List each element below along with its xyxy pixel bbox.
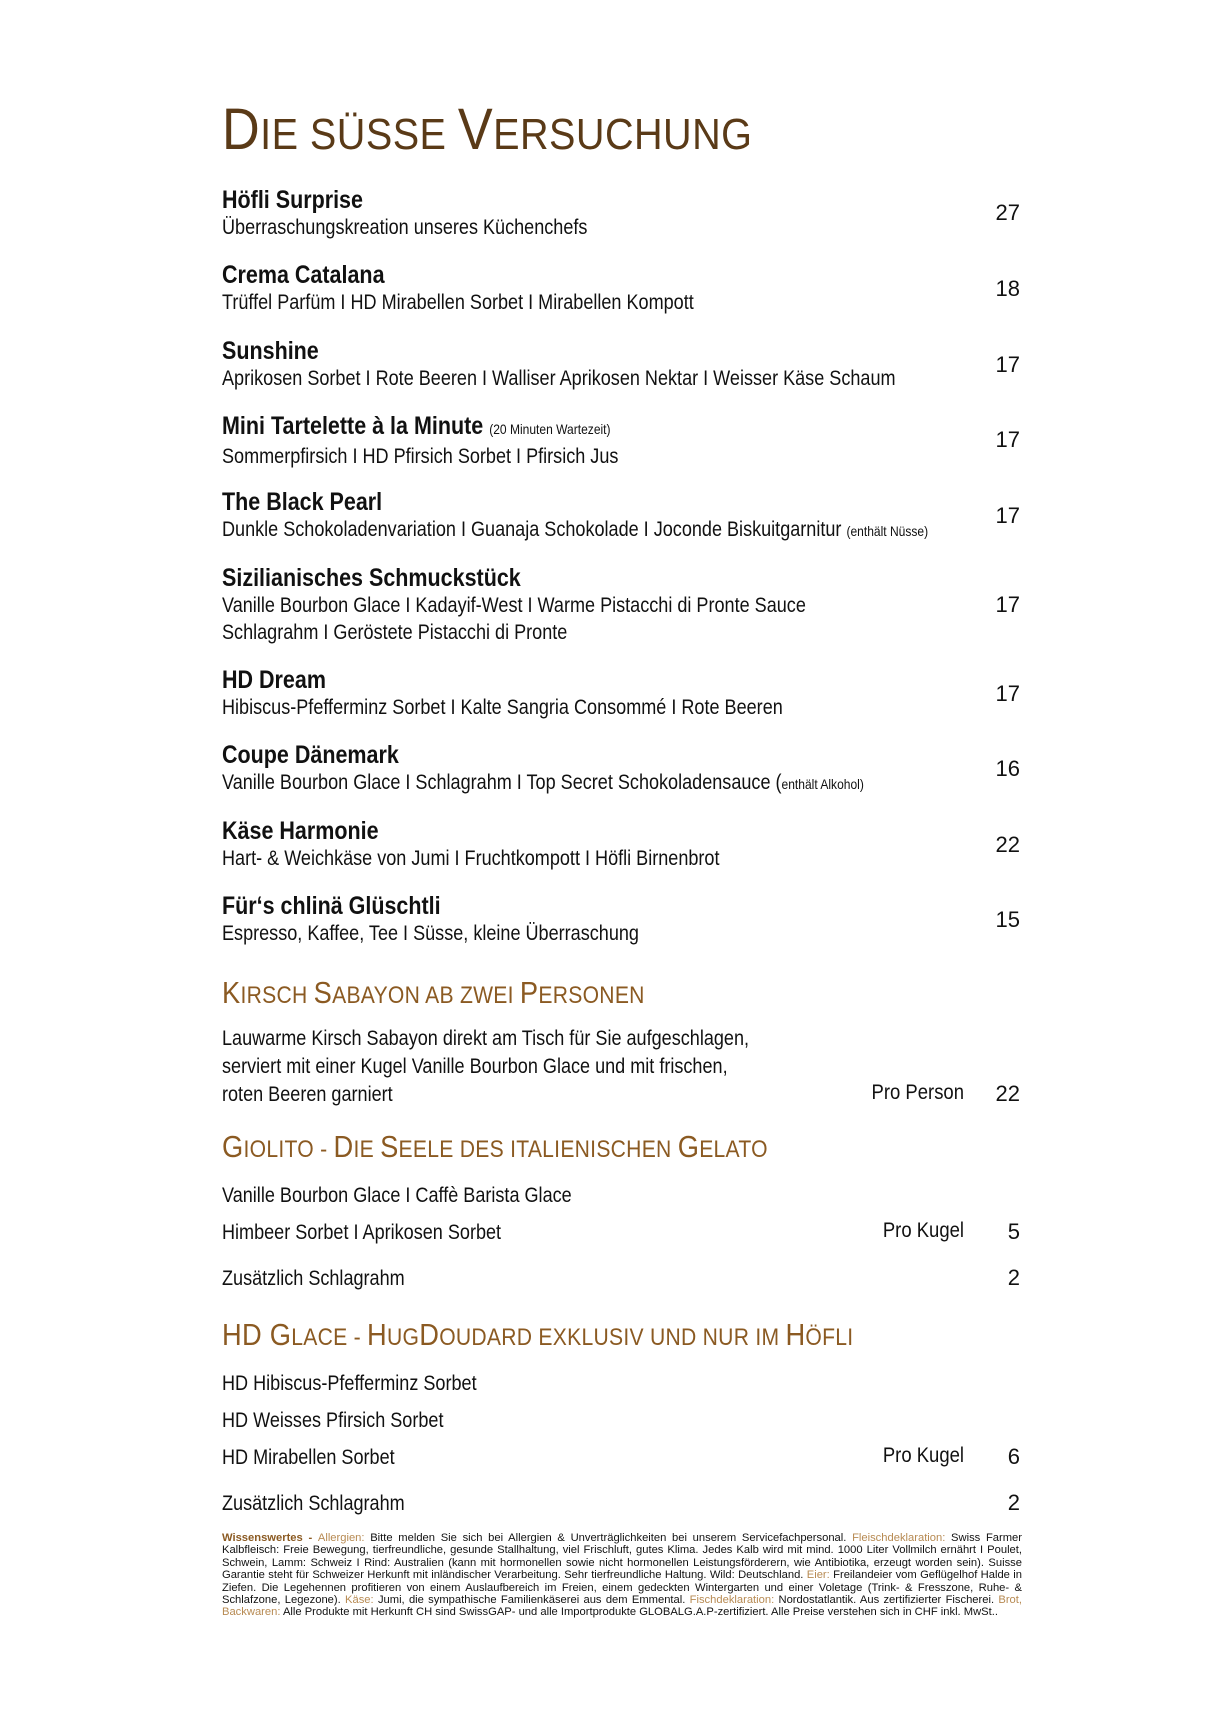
footer-key: Allergien: — [317, 1532, 371, 1544]
heading-initial: G — [677, 1129, 700, 1164]
item-name: The Black Pearl — [222, 488, 383, 516]
item-name: Coupe Dänemark — [222, 741, 399, 769]
footer-text: Bitte melden Sie sich bei Allergien & Unverträglichkeiten bei unserem Servicefachpersonal. — [370, 1532, 853, 1544]
heading-initial: H — [367, 1317, 388, 1352]
item-price: 16 — [995, 756, 1020, 781]
footer-text: Nordostatlantik. Aus zertifizierter Fischerei. — [778, 1594, 999, 1607]
giolito-flavors-line: Vanille Bourbon Glace I Caffè Barista Glace — [222, 1184, 572, 1207]
heading-text: ABAYON AB ZWEI — [332, 982, 520, 1009]
menu-item — [222, 412, 1022, 470]
item-description — [222, 516, 929, 545]
item-name: Sizilianisches Schmuckstück — [222, 564, 521, 592]
item-price: 17 — [995, 681, 1020, 706]
footer-key: Fleischdeklaration: — [852, 1532, 952, 1544]
item-name: Crema Catalana — [222, 261, 385, 289]
title-initial: D — [222, 97, 261, 162]
menu-item — [222, 741, 1022, 798]
hd-flavor-line: HD Mirabellen Sorbet — [222, 1446, 395, 1469]
heading-initial: G — [222, 1129, 244, 1164]
heading-text: LACE - — [291, 1324, 368, 1351]
item-description: Espresso, Kaffee, Tee I Süsse, kleine Überraschung — [222, 922, 639, 945]
item-description: Sommerpfirsich I HD Pfirsich Sorbet I Pfirsich Jus — [222, 445, 619, 468]
menu-item — [222, 564, 1022, 646]
kirsch-price: 22 — [995, 1081, 1020, 1106]
title-text: IE SÜSSE — [260, 110, 458, 159]
item-description-line-2: Schlagrahm I Geröstete Pistacchi di Pronte — [222, 621, 568, 644]
item-description-text: Vanille Bourbon Glace I Schlagrahm I Top Secret Schokoladensauce ( — [222, 771, 782, 794]
footer-text: Alle Produkte mit Herkunft CH sind SwissGAP- und alle Importprodukte GLOBALG.A.P-zertifiziert. Alle Preise verstehen sich in CHF inkl. MwSt.. — [282, 1606, 998, 1619]
heading-text: OUDARD EXKLUSIV UND NUR IM — [439, 1324, 786, 1351]
item-price: 18 — [995, 276, 1020, 301]
item-description: Vanille Bourbon Glace I Kadayif-West I Warme Pistacchi di Pronte Sauce — [222, 594, 806, 617]
hd-extra: Zusätzlich Schlagrahm — [222, 1492, 405, 1515]
giolito-extra: Zusätzlich Schlagrahm — [222, 1267, 405, 1290]
heading-initial: H — [785, 1317, 806, 1352]
kirsch-description-line: Lauwarme Kirsch Sabayon direkt am Tisch für Sie aufgeschlagen, — [222, 1027, 750, 1050]
heading-text: EELE DES ITALIENISCHEN — [398, 1136, 678, 1163]
giolito-extra-price: 2 — [1007, 1265, 1020, 1290]
heading-text: IOLITO - — [243, 1136, 334, 1163]
heading-text: UG — [387, 1324, 420, 1351]
menu-item — [222, 337, 1022, 392]
item-description-note: enthält Alkohol) — [781, 776, 864, 792]
footer-info — [222, 1532, 1022, 1619]
footer-key: Fischdeklaration: — [689, 1594, 779, 1607]
unit-label-pro-kugel: Pro Kugel — [882, 1444, 964, 1467]
heading-initial: S — [313, 975, 333, 1010]
item-name: Für‘s chlinä Glüschtli — [222, 892, 441, 920]
menu-item — [222, 817, 1022, 872]
item-description: Trüffel Parfüm I HD Mirabellen Sorbet I Mirabellen Kompott — [222, 291, 694, 314]
giolito-price: 5 — [1007, 1219, 1020, 1244]
menu-item — [222, 892, 1022, 947]
item-name: Sunshine — [222, 337, 319, 365]
heading-text: IE — [353, 1136, 381, 1163]
kirsch-description-line: serviert mit einer Kugel Vanille Bourbon Glace und mit frischen, — [222, 1055, 728, 1078]
title-text: ERSUCHUNG — [493, 110, 753, 159]
heading-initial: S — [380, 1129, 399, 1164]
item-price: 17 — [995, 503, 1020, 528]
menu-item — [222, 261, 1022, 316]
kirsch-description-line: roten Beeren garniert — [222, 1083, 393, 1106]
item-name: HD Dream — [222, 666, 326, 694]
footer-text: Jumi, die sympathische Familienkäserei aus dem Emmental. — [377, 1594, 690, 1607]
item-name-text: Mini Tartelette à la Minute — [222, 412, 484, 440]
heading-initial: D — [419, 1317, 440, 1352]
hd-price: 6 — [1007, 1444, 1020, 1469]
item-name: Käse Harmonie — [222, 817, 379, 845]
heading-initial: D — [333, 1129, 354, 1164]
item-description: Hart- & Weichkäse von Jumi I Fruchtkompott I Höfli Birnenbrot — [222, 847, 720, 870]
heading-text: IRSCH — [240, 982, 314, 1009]
item-price: 15 — [995, 907, 1020, 932]
item-price: 17 — [995, 352, 1020, 377]
heading-initial: P — [519, 975, 539, 1010]
item-description: Aprikosen Sorbet I Rote Beeren I Walliser Aprikosen Nektar I Weisser Käse Schaum — [222, 367, 896, 390]
menu-item — [222, 666, 1022, 721]
footer-text: Swiss Farmer Kalbfleisch: Freie Bewegung, tierfreundliche, gesunde Stallhaltung, viel Frischluft, gutes Klima. Jedes Kalb wird mit mind. 1000 Liter Vollmilch ernährt I Poulet, Schwein, Lamm: Schweiz I Rind: Australien (kann mit hormonellen sowie nicht hormonellen Leistungsförderern, wie Antibiotika, erzeugt worden sein). Suisse Garantie steht für Schweizer Herkunft mit inländischer Verarbeitung. Sehr tierfreundliche Haltung. Wild: Deutschland. — [222, 1532, 1023, 1582]
menu-item — [222, 488, 1022, 545]
section-heading-kirsch-sabayon — [222, 975, 645, 1011]
footer-key: Eier: — [806, 1569, 834, 1582]
item-price: 17 — [995, 592, 1020, 617]
giolito-flavors-line: Himbeer Sorbet I Aprikosen Sorbet — [222, 1221, 502, 1244]
heading-text: ELATO — [699, 1136, 768, 1163]
item-description-note: (enthält Nüsse) — [846, 523, 929, 539]
heading-text: ÖFLI — [805, 1324, 854, 1351]
item-description: Hibiscus-Pfefferminz Sorbet I Kalte Sangria Consommé I Rote Beeren — [222, 696, 783, 719]
section-heading-hd-glace — [222, 1317, 853, 1353]
hd-extra-price: 2 — [1007, 1490, 1020, 1515]
footer-key: Brot, Backwaren: — [222, 1594, 1022, 1619]
item-name: Höfli Surprise — [222, 186, 363, 214]
item-name — [222, 412, 910, 443]
hd-flavor-line: HD Hibiscus-Pfefferminz Sorbet — [222, 1372, 477, 1395]
hd-flavor-line: HD Weisses Pfirsich Sorbet — [222, 1409, 444, 1432]
heading-text: ERSONEN — [538, 982, 645, 1009]
item-description — [222, 769, 910, 798]
heading-initial: K — [222, 975, 241, 1010]
page-title — [222, 96, 752, 163]
menu-item — [222, 186, 1022, 241]
item-name-note: (20 Minuten Wartezeit) — [489, 421, 611, 437]
footer-key: Käse: — [345, 1594, 378, 1607]
heading-initial: HD G — [222, 1317, 292, 1352]
section-heading-giolito — [222, 1129, 768, 1165]
item-price: 22 — [995, 832, 1020, 857]
unit-label-pro-person: Pro Person — [871, 1081, 964, 1104]
item-price: 17 — [995, 427, 1020, 452]
unit-label-pro-kugel: Pro Kugel — [882, 1219, 964, 1242]
footer-text: Freilandeier vom Geflügelhof Halde in Ziefen. Die Legehennen profitieren von einem Auslaufbereich im Freien, einem gedeckten Wintergarten und einer Voletage (Trink- & Fresszone, Ruhe- & Schlafzone, Legezone). — [222, 1569, 1022, 1607]
item-description: Überraschungskreation unseres Küchenchefs — [222, 216, 588, 239]
title-initial: V — [457, 97, 494, 162]
item-description-text: Dunkle Schokoladenvariation I Guanaja Schokolade I Joconde Biskuitgarnitur — [222, 518, 842, 541]
item-price: 27 — [995, 200, 1020, 225]
footer-heading: Wissenswertes - — [222, 1532, 318, 1544]
